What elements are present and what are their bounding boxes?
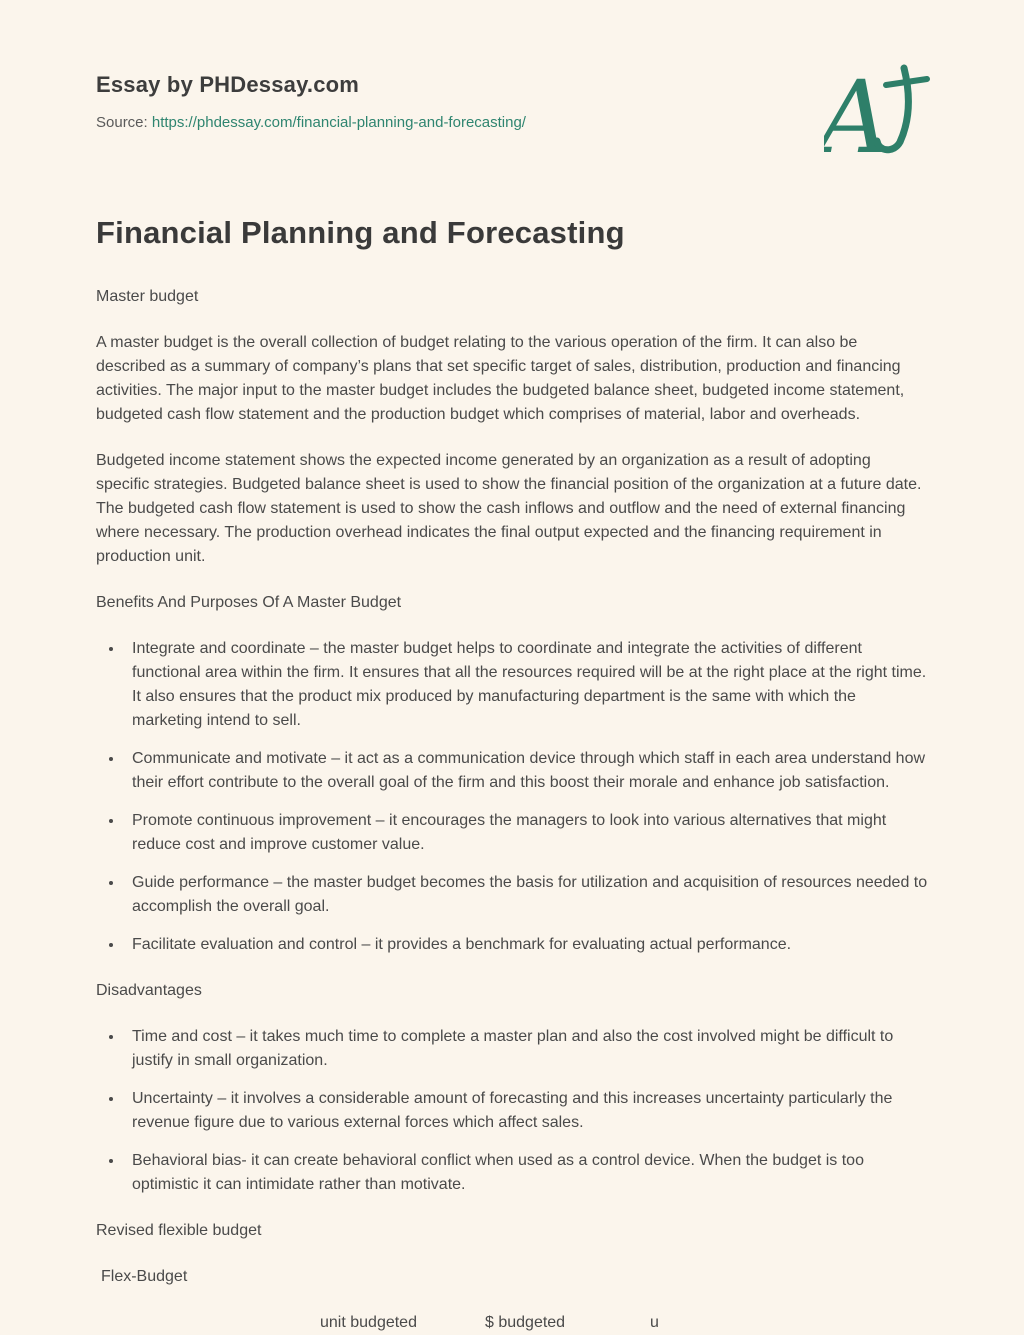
benefits-heading: Benefits And Purposes Of A Master Budget	[96, 594, 402, 611]
list-item: • Facilitate evaluation and control – it provides a benchmark for evaluating actual performance.	[124, 933, 928, 957]
list-item: • Integrate and coordinate – the master budget helps to coordinate and integrate the activities of different functional area within the firm. It ensures that all the resources required will be at the right place at the right time. It also ensures that the product mix produced by manufacturing department is the same with which the marketing intend to sell.	[124, 637, 928, 733]
disadvantages-list	[96, 1025, 928, 1197]
source-url-link[interactable]: https://phdessay.com/financial-planning-and-forecasting/	[151, 114, 526, 131]
disadvantages-heading: Disadvantages	[96, 982, 202, 999]
list-item: • Guide performance – the master budget becomes the basis for utilization and acquisition of resources needed to accomplish the overall goal.	[124, 871, 928, 919]
master-budget-label: Master budget	[96, 288, 199, 305]
list-item: • Promote continuous improvement – it encourages the managers to look into various alternatives that might reduce cost and improve customer value.	[124, 809, 928, 857]
paragraph-budgeted-statements: Budgeted income statement shows the expected income generated by an organization as a result of adopting specific strategies. Budgeted balance sheet is used to show the financial position of the organization at a future date. The budgeted cash flow statement is used to show the cash inflows and outflow and the need of external financing where necessary. The production overhead indicates the final output expected and the financing requirement in production unit.	[96, 452, 922, 565]
flexible-budget-heading: Revised flexible budget	[96, 1222, 262, 1239]
flex-budget-table-header	[96, 1311, 928, 1335]
list-item: • Time and cost – it takes much time to complete a master plan and also the cost involved might be difficult to justify in small organization.	[124, 1025, 928, 1073]
flex-budget-label: Flex-Budget	[101, 1268, 188, 1285]
list-item: • Communicate and motivate – it act as a communication device through which staff in each area understand how their effort contribute to the overall goal of the firm and this boost their morale and enhance job satisfaction.	[124, 747, 928, 795]
page-title: Financial Planning and Forecasting	[96, 215, 625, 250]
phdessay-logo	[824, 58, 936, 166]
table-header-cell: unit budgeted	[320, 1314, 417, 1331]
a-plus-logo-icon	[824, 58, 936, 166]
benefits-list	[96, 637, 928, 957]
table-header-cell: $ budgeted	[485, 1314, 566, 1331]
list-item: • Behavioral bias- it can create behavioral conflict when used as a control device. When the budget is too optimistic it can intimidate rather than motivate.	[124, 1149, 928, 1197]
list-item: • Uncertainty – it involves a considerable amount of forecasting and this increases uncertainty particularly the revenue figure due to various external forces which affect sales.	[124, 1087, 928, 1135]
essay-byline: Essay by PHDessay.com	[96, 72, 360, 97]
svg-text:A: A	[824, 59, 891, 166]
paragraph-master-budget: A master budget is the overall collection of budget relating to the various operation of the firm. It can also be described as a summary of company’s plans that set specific target of sales, distribution, production and financing activities. The major input to the master budget includes the budgeted balance sheet, budgeted income statement, budgeted cash flow statement and the production budget which comprises of material, labor and overheads.	[96, 334, 905, 423]
article-body	[96, 285, 928, 1335]
source-line	[96, 114, 928, 131]
source-label: Source:	[96, 114, 148, 131]
table-header-cell: u	[650, 1314, 659, 1331]
